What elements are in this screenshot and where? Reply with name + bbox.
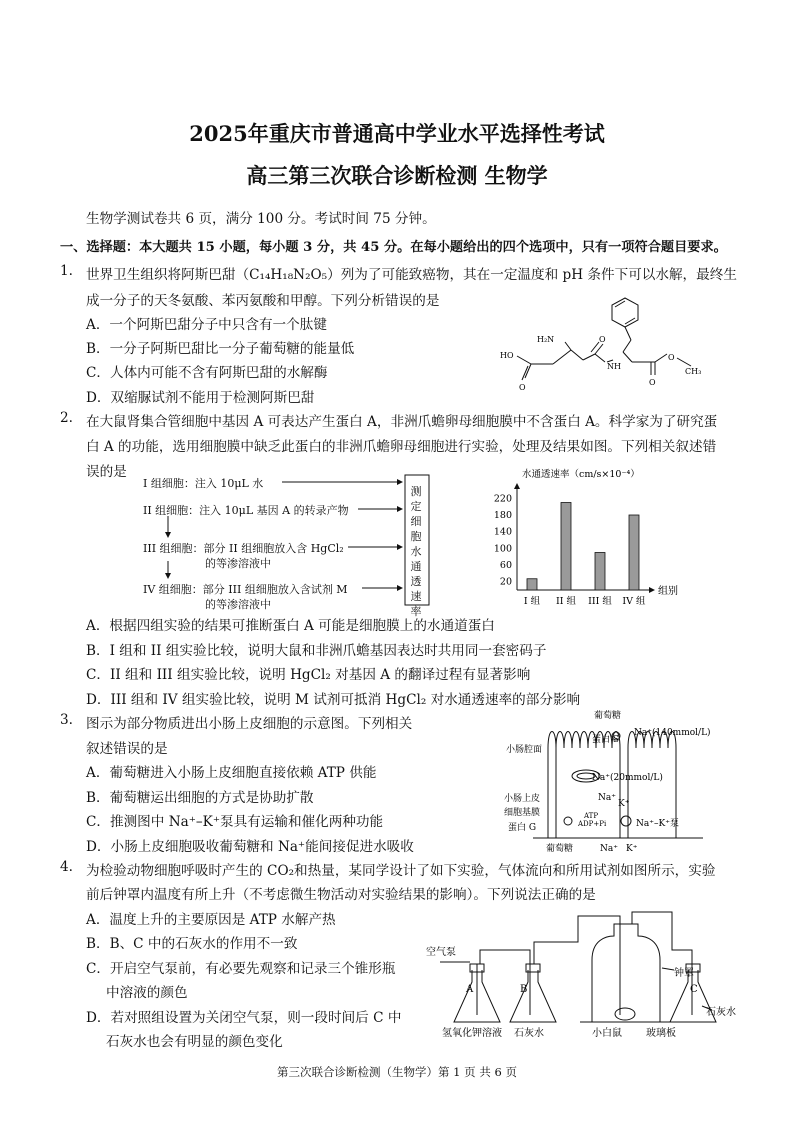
flask-c-label: C xyxy=(690,984,698,995)
ho-label: HO xyxy=(500,351,514,360)
question-stem: 前后钟罩内温度有所上升（不考虑微生物活动对实验结果的影响）。下列说法正确的是 xyxy=(86,887,596,903)
na-label: Na⁺ xyxy=(598,793,616,803)
exam-title: 2025年重庆市普通高中学业水平选择性考试 xyxy=(189,121,605,146)
x-tick-label: IV 组 xyxy=(622,596,646,607)
y-tick-label: 20 xyxy=(499,576,512,588)
glucose-bottom-label: 葡萄糖 xyxy=(546,844,574,854)
chart-ylabel: 水通透速率（cm/s×10⁻⁴） xyxy=(522,469,640,480)
glass-plate-label: 玻璃板 xyxy=(646,1028,676,1039)
option-a[interactable]: A．温度上升的主要原因是 ATP 水解产热 xyxy=(86,912,336,928)
aspartame-structure xyxy=(495,290,715,395)
bar-1 xyxy=(527,579,537,590)
basement-label: 细胞基膜 xyxy=(504,808,541,818)
limewater-label: 石灰水 xyxy=(514,1028,544,1039)
option-c-cont: 中溶液的颜色 xyxy=(106,985,188,1001)
pump-label: Na⁺–K⁺泵 xyxy=(636,819,679,829)
na-high-label: Na⁺(140mmol/L) xyxy=(634,728,711,738)
question-stem: 白 A 的功能，选用细胞膜中缺乏此蛋白的非洲爪蟾卵母细胞进行实验，处理及结果如图。下列相关叙述错 xyxy=(86,439,717,455)
option-d-cont: 石灰水也会有明显的颜色变化 xyxy=(106,1034,283,1050)
na-label: Na⁺ xyxy=(600,844,618,854)
option-d[interactable]: D．小肠上皮细胞吸收葡萄糖和 Na⁺能间接促进水吸收 xyxy=(86,839,414,855)
question-stem: 误的是 xyxy=(86,464,127,480)
limewater-right-label: 石灰水 xyxy=(706,1007,736,1018)
koh-label: 氢氧化钾溶液 xyxy=(442,1028,502,1039)
flask-a-label: A xyxy=(466,984,474,995)
option-d[interactable]: D．III 组和 IV 组实验比较，说明 M 试剂可抵消 HgCl₂ 对水通透速率的部分影响 xyxy=(86,692,581,708)
bar-3 xyxy=(595,553,605,591)
chart-xlabel: 组别 xyxy=(658,586,678,597)
option-b[interactable]: B．葡萄糖运出细胞的方式是协助扩散 xyxy=(86,790,314,806)
o-label: O xyxy=(668,353,675,362)
o-label: O xyxy=(649,378,656,387)
water-permeability-chart xyxy=(482,462,692,612)
bar-4 xyxy=(629,515,639,590)
lumen-label: 小肠腔面 xyxy=(506,745,543,755)
protein-s-label: 蛋白 S xyxy=(592,735,620,745)
question-stem: 为检验动物细胞呼吸时产生的 CO₂和热量，某同学设计了如下实验，气体流向和所用试剂如图所示，实验 xyxy=(86,863,716,879)
option-c[interactable]: C．人体内可能不含有阿斯巴甜的水解酶 xyxy=(86,365,328,381)
option-a[interactable]: A．一个阿斯巴甜分子中只含有一个肽键 xyxy=(86,317,327,333)
group-4-cont: 的等渗溶液中 xyxy=(205,598,271,611)
question-stem: 在大鼠肾集合管细胞中基因 A 可表达产生蛋白 A，非洲爪蟾卵母细胞膜中不含蛋白 A。科学家为了研究蛋 xyxy=(86,414,718,430)
group-4-label: IV 组细胞：部分 III 组细胞放入含试剂 M xyxy=(143,583,348,596)
option-a[interactable]: A．根据四组实验的结果可推断蛋白 A 可能是细胞膜上的水通道蛋白 xyxy=(86,618,495,634)
y-tick-label: 140 xyxy=(493,526,512,538)
group-3-cont: 的等渗溶液中 xyxy=(205,557,271,570)
question-number: 3. xyxy=(60,712,73,728)
question-stem: 世界卫生组织将阿斯巴甜（C₁₄H₁₈N₂O₅）列为了可能致癌物，其在一定温度和 pH 条件下可以水解，最终生 xyxy=(86,267,737,283)
flow-arrows xyxy=(140,470,440,615)
y-tick-label: 100 xyxy=(493,543,512,555)
air-pump-label: 空气泵 xyxy=(426,947,456,958)
h2n-label: H₂N xyxy=(537,335,555,344)
question-number: 4. xyxy=(60,859,73,875)
option-b[interactable]: B．一分子阿斯巴甜比一分子葡萄糖的能量低 xyxy=(86,341,355,357)
group-1-label: I 组细胞：注入 10μL 水 xyxy=(143,477,264,490)
question-number: 2. xyxy=(60,410,73,426)
measure-box-label: 测定细胞水通透速率 xyxy=(410,485,422,618)
option-c[interactable]: C．推测图中 Na⁺–K⁺泵具有运输和催化两种功能 xyxy=(86,814,384,830)
bell-jar-label: 钟罩 xyxy=(674,968,694,979)
na-low-label: Na⁺(20mmol/L) xyxy=(592,773,663,783)
flask-b-label: B xyxy=(520,984,528,995)
option-d[interactable]: D．双缩脲试剂不能用于检测阿斯巴甜 xyxy=(86,390,315,406)
group-2-label: II 组细胞：注入 10μL 基因 A 的转录产物 xyxy=(143,504,349,517)
bar-2 xyxy=(561,503,571,591)
protein-g-label: 蛋白 G xyxy=(508,823,537,833)
mouse-label: 小白鼠 xyxy=(592,1028,622,1039)
ch3-label: CH₃ xyxy=(685,367,702,376)
option-b[interactable]: B．B、C 中的石灰水的作用不一致 xyxy=(86,936,298,952)
y-tick-label: 220 xyxy=(493,493,512,505)
intestinal-cell-diagram xyxy=(498,708,728,858)
adp-label: ADP+Pi xyxy=(578,820,607,828)
epithelium-label: 小肠上皮 xyxy=(504,794,541,804)
nh-label: NH xyxy=(607,362,621,371)
exam-subtitle: 高三第三次联合诊断检测 生物学 xyxy=(246,163,548,188)
x-tick-label: II 组 xyxy=(555,596,577,607)
group-3-label: III 组细胞：部分 II 组细胞放入含 HgCl₂ xyxy=(143,542,344,555)
o-label: O xyxy=(599,335,606,344)
question-stem: 叙述错误的是 xyxy=(86,741,168,757)
exam-intro: 生物学测试卷共 6 页，满分 100 分。考试时间 75 分钟。 xyxy=(86,211,436,227)
y-tick-label: 180 xyxy=(493,510,512,521)
x-tick-label: I 组 xyxy=(523,596,541,607)
o-label: O xyxy=(519,383,526,392)
option-c[interactable]: C．开启空气泵前，有必要先观察和记录三个锥形瓶 xyxy=(86,961,396,977)
option-c[interactable]: C．II 组和 III 组实验比较，说明 HgCl₂ 对基因 A 的翻译过程有显著影响 xyxy=(86,667,531,683)
option-a[interactable]: A．葡萄糖进入小肠上皮细胞直接依赖 ATP 供能 xyxy=(86,765,377,781)
respiration-apparatus xyxy=(420,910,750,1045)
option-d[interactable]: D．若对照组设置为关闭空气泵，则一段时间后 C 中 xyxy=(86,1010,402,1026)
glucose-top-label: 葡萄糖 xyxy=(594,711,622,721)
k-label: K⁺ xyxy=(626,844,638,854)
page-footer: 第三次联合诊断检测（生物学）第 1 页 共 6 页 xyxy=(277,1065,517,1079)
k-label: K⁺ xyxy=(618,799,630,809)
x-tick-label: III 组 xyxy=(588,596,612,607)
section-heading: 一、选择题：本大题共 15 小题，每小题 3 分，共 45 分。在每小题给出的四个选项中，只有一项符合题目要求。 xyxy=(60,240,727,255)
question-number: 1. xyxy=(60,263,73,279)
question-stem: 成一分子的天冬氨酸、苯丙氨酸和甲醇。下列分析错误的是 xyxy=(86,293,440,309)
atp-label: ATP xyxy=(584,812,599,820)
option-b[interactable]: B．I 组和 II 组实验比较，说明大鼠和非洲爪蟾基因表达时共用同一套密码子 xyxy=(86,643,547,659)
question-stem: 图示为部分物质进出小肠上皮细胞的示意图。下列相关 xyxy=(86,716,413,732)
y-tick-label: 60 xyxy=(499,560,512,571)
